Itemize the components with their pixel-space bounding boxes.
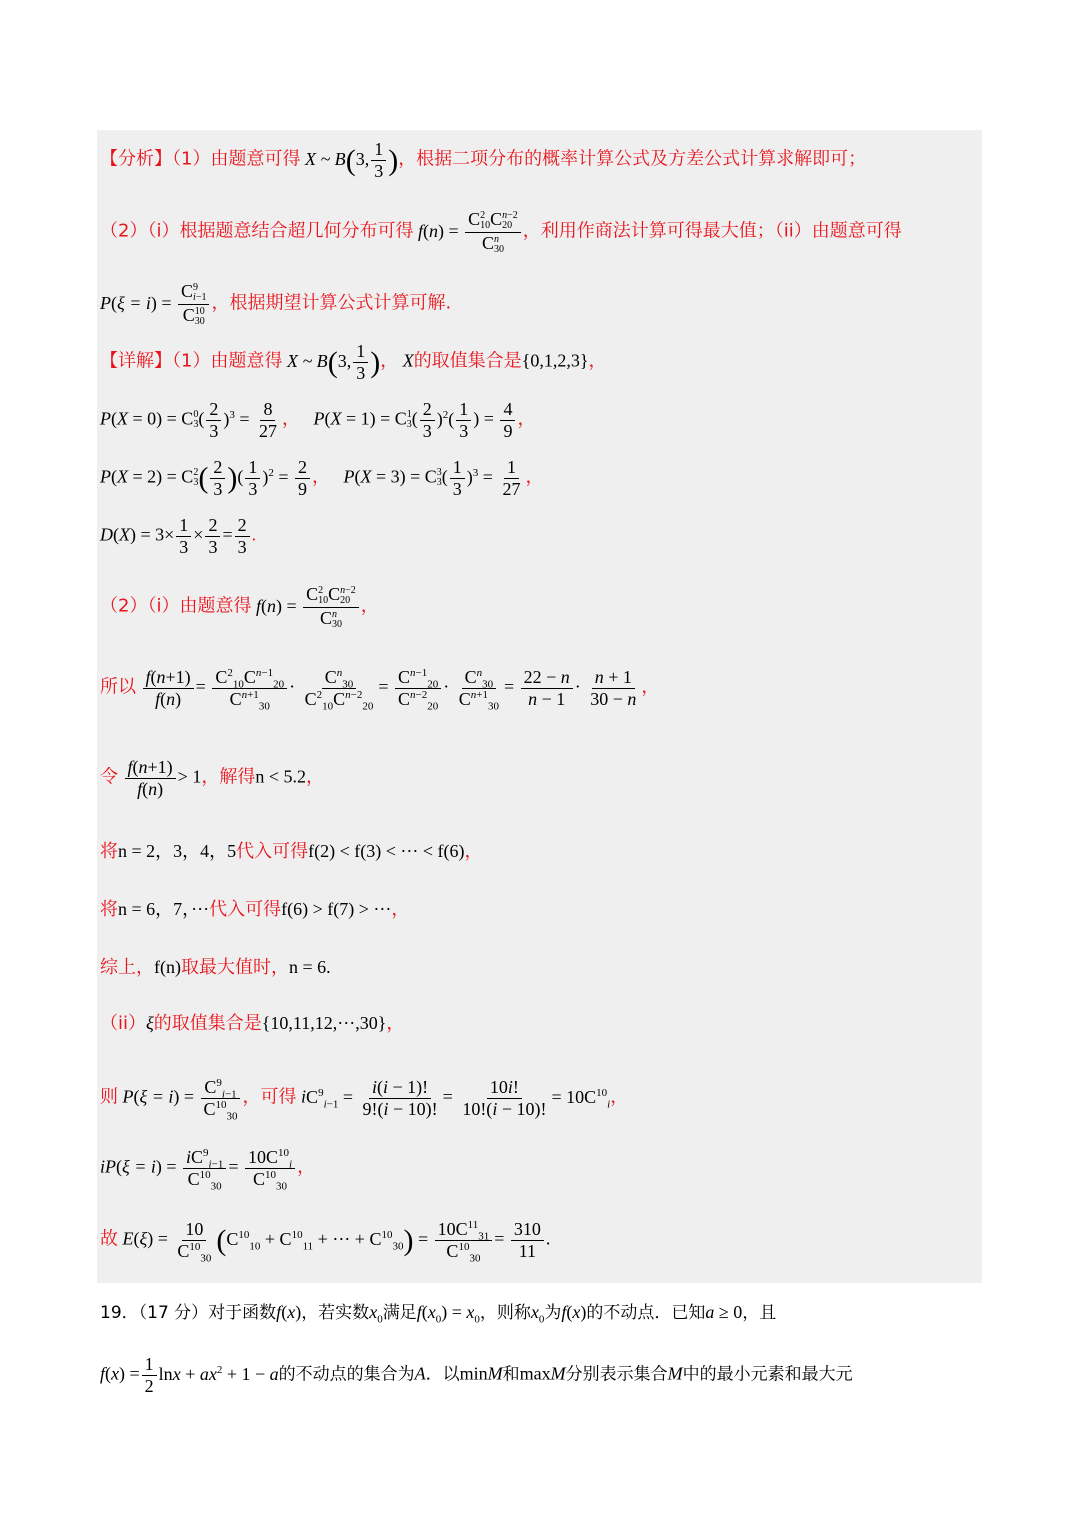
ze-label: 则 bbox=[100, 1086, 118, 1108]
q-t1: ，若实数 bbox=[301, 1303, 370, 1323]
q-t5: 的不动点．已知 bbox=[586, 1303, 706, 1323]
ii-a: （ii） bbox=[100, 1013, 147, 1034]
q-t4: 为 bbox=[544, 1303, 562, 1323]
q-t9: 和 bbox=[502, 1364, 520, 1385]
detail-ii bbox=[100, 1014, 404, 1033]
formula-binomial-2: X ~ B(3, $\frac{1}{3}$ ) bbox=[286, 341, 381, 383]
zong-a: 综上， bbox=[100, 957, 154, 978]
jiang2-b: n = 6，7，··· bbox=[118, 899, 210, 919]
set-x: {0,1,2,3} bbox=[521, 350, 589, 371]
analysis-text-5: ，根据期望计算公式计算可解. bbox=[211, 292, 452, 314]
formula-binomial: X ~ B(3, $\frac{1}{3}$ ) bbox=[304, 139, 399, 181]
jiang1-d: f(2) < f(3) < ··· < f(6) bbox=[308, 841, 465, 861]
zong-c: 取最大值时， bbox=[180, 957, 289, 978]
detail-text-4: ， bbox=[588, 350, 607, 372]
detail-jiang-2 bbox=[100, 900, 409, 919]
zong-d: n = 6 bbox=[288, 957, 327, 977]
formula-p-xi: P(ξ = i) = C 9 i−1 C 10 30 bbox=[100, 293, 211, 313]
detail-ling-label: 令 bbox=[100, 766, 118, 788]
detail-ratio: 所以 $\frac{f(n+1)}{f(n)}$ = $\frac{C^2_{10}C^{n-1}_{20}}{C^{n+1}_{30}}$ · $\frac{C^n_{30}}{C^2_{10}C^{n-2}_{20}}$ = $\frac{C^{n-1}_{20}}{C^{n-2}_{20}}$ · $\frac{C^n_{30}}{C^{n+1}_{30}}$ = $\frac{22 - n}{n - 1}$ · $\frac{n + 1}{30 - n}$ ， bbox=[100, 667, 660, 713]
question-number: 19．（17 分）对于函数 bbox=[100, 1303, 277, 1323]
jiang2-a: 将 bbox=[100, 899, 118, 920]
question-19-line-2: f(x) = $\frac{1}{2}$ $\ln x + ax^2 + 1 - a$的不动点的集合为A．以minM和maxM分别表示集合M中的最小元素和最大元 bbox=[100, 1354, 853, 1396]
detail-text-6: ， bbox=[360, 595, 379, 617]
analysis-line-2 bbox=[100, 210, 902, 255]
zong-b: f(n) bbox=[154, 957, 181, 977]
jiang1-a: 将 bbox=[100, 841, 118, 862]
detail-variance: D(X) = 3× $\frac{1}{3}$ × $\frac{2}{3}$ = $\frac{2}{3}$ . bbox=[100, 515, 257, 557]
kede-label: ，可得 bbox=[242, 1086, 297, 1108]
zong-e: . bbox=[326, 957, 331, 977]
detail-ling-comma: ， bbox=[305, 766, 324, 788]
detail-ling-text: ，解得 bbox=[201, 766, 256, 788]
detail-suoyi: 所以 bbox=[100, 676, 136, 698]
var-x: X bbox=[402, 350, 414, 371]
jiang1-c: 代入可得 bbox=[236, 841, 309, 862]
detail-expectation: 故 E(ξ) = $\frac{10}{C^{10}_{30}}$ ($C^{10}_{10} + C^{10}_{11}$ + ··· + $C^{10}_{30}$) = $\frac{10C^{11}_{31}}{C^{10}_{30}}$ = $\frac{310}{11}$ . bbox=[100, 1219, 551, 1265]
jiang1-b: n = 2，3，4，5 bbox=[118, 841, 237, 861]
detail-ip: iP(ξ = i) = $\frac{iC^9_{i-1}}{C^{10}_{30}}$ = $\frac{10C^{10}_i}{C^{10}_{30}}$ ， bbox=[100, 1147, 316, 1193]
ii-d: ， bbox=[386, 1013, 405, 1034]
jiang2-d: f(6) > f(7) > ··· bbox=[281, 899, 392, 919]
analysis-text-1: （1）由题意可得 bbox=[172, 148, 301, 170]
detail-zong bbox=[100, 958, 331, 977]
analysis-text-3: （2）（i）根据题意结合超几何分布可得 bbox=[100, 220, 414, 242]
jiang1-e: ， bbox=[464, 841, 483, 862]
analysis-text-2: ，根据二项分布的概率计算公式及方差公式计算求解即可； bbox=[398, 148, 867, 170]
analysis-line-3 bbox=[100, 282, 451, 327]
detail-text-2: ， bbox=[380, 350, 399, 372]
jiang2-c: 代入可得 bbox=[209, 899, 282, 920]
detail-text-5: （2）（i）由题意得 bbox=[100, 595, 252, 617]
detail-prob-line-2: P(X = 2) = C 2 3 ( $\frac{2}{3}$ )( $\frac{1}{3}$ )$^2$ = $\frac{2}{9}$ ， P(X = 3) = C 3 3 ( $\frac{1}{3}$ )$^3$ = $\frac{1}{27}$ ， bbox=[100, 457, 544, 499]
ii-b: ξ bbox=[146, 1013, 154, 1033]
detail-ling-ineq: n < 5.2 bbox=[255, 766, 306, 787]
q-t10: 分别表示集合 bbox=[565, 1364, 668, 1385]
q-t6: ，且 bbox=[742, 1303, 777, 1323]
detail-text-1: （1）由题意得 bbox=[172, 350, 283, 372]
analysis-text-4: ，利用作商法计算可得最大值；（ii）由题意可得 bbox=[522, 220, 902, 242]
detail-line-2: （2）（i）由题意得 f(n) = C 2 10 C n−2 20 C n 30 ， bbox=[100, 584, 379, 630]
detail-jiang-1 bbox=[100, 842, 483, 861]
analysis-tag: 【分析】 bbox=[100, 148, 172, 170]
ii-c: 的取值集合是 bbox=[153, 1013, 262, 1034]
formula-fn: f(n) = C 2 10 C n−2 20 C n 30 bbox=[418, 221, 523, 241]
q-t3: ，则称 bbox=[479, 1303, 531, 1323]
q-t11: 中的最小元素和最大元 bbox=[682, 1364, 853, 1385]
ii-set: {10,11,12,···,30} bbox=[261, 1013, 387, 1033]
detail-tag: 【详解】 bbox=[100, 350, 172, 372]
analysis-line-1 bbox=[100, 140, 866, 181]
detail-text-3: 的取值集合是 bbox=[413, 350, 522, 372]
q-t2: 满足 bbox=[382, 1303, 417, 1323]
question-19-line-1: 19．（17 分）对于函数f(x)，若实数$x_0$满足$f(x_0) = x_0$，则称$x_0$为f(x)的不动点．已知a ≥ 0，且 bbox=[100, 1302, 777, 1326]
detail-ze: 则 P(ξ = i) = $\frac{C^9_{i-1}}{C^{10}_{30}}$ ，可得 $iC^9_{i-1}$ = $\frac{i(i - 1)!}{9!(i - 10)!}$ = $\frac{10i!}{10!(i - 10)!}$ = $10C^{10}_i$， bbox=[100, 1077, 629, 1123]
q-t8: ．以 bbox=[425, 1364, 460, 1385]
gu-label: 故 bbox=[100, 1228, 118, 1250]
detail-line-1 bbox=[100, 342, 606, 383]
jiang2-e: ， bbox=[391, 899, 410, 920]
q-t7: 的不动点的集合为 bbox=[278, 1364, 415, 1385]
detail-ling: 令 $\frac{f(n+1)}{f(n)}$ > 1，解得n < 5.2， bbox=[100, 757, 324, 799]
detail-prob-line-1: P(X = 0) = C 0 3 ( $\frac{2}{3}$ )$^3$ = $\frac{8}{27}$ ， P(X = 1) = C 1 3 ( $\frac{2}{3}$ )$^2$( $\frac{1}{3}$ ) = $\frac{4}{9}$ ， bbox=[100, 399, 536, 441]
